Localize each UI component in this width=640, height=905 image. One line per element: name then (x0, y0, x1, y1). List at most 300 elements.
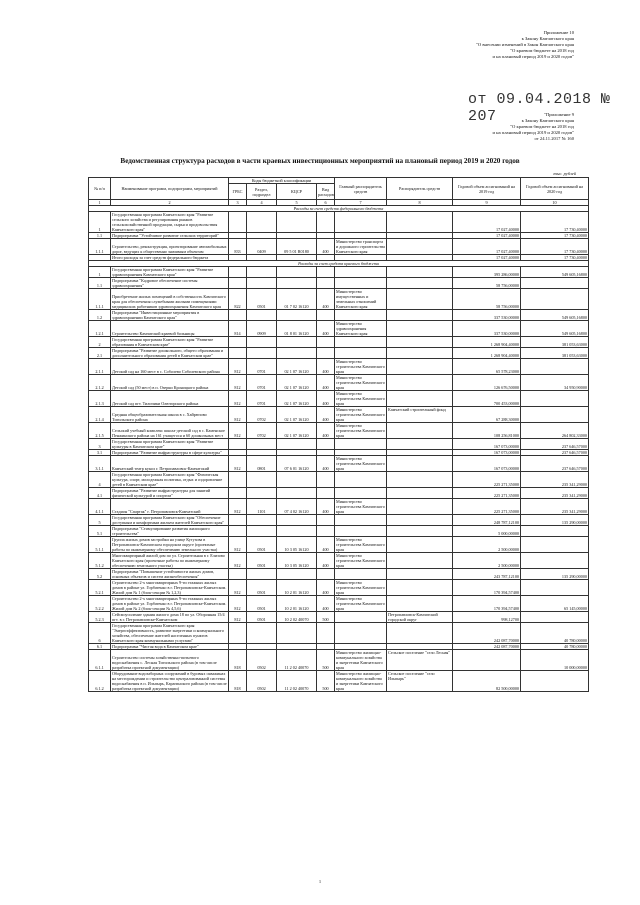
amount-2019 (453, 650, 521, 671)
row-number: 4.1 (89, 488, 111, 499)
amount-2019: 2 500,00000 (453, 553, 521, 569)
table-row (89, 278, 589, 289)
section-code (247, 267, 277, 278)
row-name: Детский сад пгт. Тиличики Олюторского района (111, 391, 229, 407)
vr-code (317, 212, 335, 233)
row-number: 2.1 (89, 348, 111, 359)
ksr-code: 02 1 07 16120 (277, 423, 317, 439)
row-number: 4 (89, 472, 111, 488)
amount-2020: 17 730,40000 (521, 255, 589, 261)
grbs-code (229, 212, 247, 233)
amount-2020: 549 605,16800 (521, 321, 589, 337)
section-code: 0702 (247, 407, 277, 423)
amount-2019: 167 073,00000 (453, 439, 521, 450)
row-number: 5.2.2 (89, 596, 111, 612)
manager: Сельское поселение "село Лесная" (387, 650, 453, 671)
table-row (89, 472, 589, 488)
row-name: Подпрограмма "Устойчивое развитие сельских территорий" (111, 233, 229, 239)
grbs-code: 833 (229, 239, 247, 255)
table-row (89, 499, 589, 515)
ksr-code: 11 2 02 40070 (277, 650, 317, 671)
row-number: 2.1.2 (89, 375, 111, 391)
amount-2020 (521, 289, 589, 310)
section-code (247, 278, 277, 289)
ksr-code: 01 7 02 16120 (277, 289, 317, 310)
table-row (89, 456, 589, 472)
amount-2019: 337 530,00000 (453, 310, 521, 321)
row-number: 2.1.1 (89, 359, 111, 375)
amount-2020: 40 780,00000 (521, 644, 589, 650)
vr-code (317, 439, 335, 450)
grbs-code (229, 278, 247, 289)
section-code: 0502 (247, 671, 277, 692)
manager (387, 278, 453, 289)
amount-2020 (521, 359, 589, 375)
table-row (89, 650, 589, 671)
column-index-cell: 8 (387, 200, 453, 206)
section-title: Расходы за счет средств краевого бюджета (89, 261, 589, 267)
main-manager (335, 515, 387, 526)
main-manager (335, 472, 387, 488)
manager: Камчатский строительный фонд (387, 407, 453, 423)
section-code: 0502 (247, 650, 277, 671)
row-number: 3.1 (89, 450, 111, 456)
grbs-code: 812 (229, 407, 247, 423)
ksr-code (277, 515, 317, 526)
row-name: Государственная программа Камчатского края "Развитие культуры в Камчатском крае" (111, 439, 229, 450)
vr-code (317, 348, 335, 359)
grbs-code (229, 526, 247, 537)
table-body (89, 206, 589, 692)
amount-2020: 10 000,00000 (521, 650, 589, 671)
manager (387, 580, 453, 596)
ksr-code (277, 278, 317, 289)
row-name: Строительство, реконструкция, проектирование автомобильных дорог, ведущих к общественно значимым объектам (111, 239, 229, 255)
main-manager: Министерство строительства Камчатского края (336, 499, 385, 514)
section-code (247, 569, 277, 580)
amount-2019: 167 073,00000 (453, 456, 521, 472)
vr-code: 400 (317, 359, 335, 375)
amount-2020 (521, 537, 589, 553)
ksr-code: 09 5 01 R0180 (277, 239, 317, 255)
main-manager (335, 267, 387, 278)
main-manager (335, 278, 387, 289)
grbs-code: 812 (229, 553, 247, 569)
appendix-header-top (476, 30, 574, 60)
vr-code: 400 (317, 553, 335, 569)
row-name: Подпрограмма "Кадровое обеспечение системы здравоохранения" (111, 278, 229, 289)
section-code: 0501 (247, 553, 277, 569)
vr-code: 400 (317, 596, 335, 612)
grbs-code (229, 623, 247, 644)
vr-code: 500 (317, 671, 335, 692)
grbs-code (229, 439, 247, 450)
column-index-cell: 4 (247, 200, 277, 206)
ksr-code (277, 488, 317, 499)
grbs-code: 812 (229, 537, 247, 553)
section-code: 0701 (247, 359, 277, 375)
manager (387, 553, 453, 569)
column-index-cell: 6 (317, 200, 335, 206)
grbs-code: 812 (229, 375, 247, 391)
ksr-code (277, 439, 317, 450)
row-name: Подпрограмма "Повышение устойчивости жилых домов, основных объектов и систем жизнеобеспечения" (111, 569, 229, 580)
row-number: 1 (89, 267, 111, 278)
amount-2019: 225 271,35000 (453, 472, 521, 488)
vr-code: 400 (317, 537, 335, 553)
table-row (89, 553, 589, 569)
amount-2020 (521, 580, 589, 596)
amount-2019: 242 087,70000 (453, 644, 521, 650)
section-code: 0501 (247, 537, 277, 553)
section-code (247, 515, 277, 526)
amount-2019: 126 676,50000 (453, 375, 521, 391)
manager (387, 526, 453, 537)
amount-2020: 135 290,00000 (521, 515, 589, 526)
main-manager: Министерство строительства Камчатского края (336, 596, 385, 611)
row-name: Строительство Камчатской краевой больницы (111, 321, 229, 337)
grbs-code: 818 (229, 650, 247, 671)
grbs-code (229, 337, 247, 348)
manager (387, 623, 453, 644)
row-number: 1.2 (89, 310, 111, 321)
table-row (89, 239, 589, 255)
vr-code (317, 569, 335, 580)
row-name: Сельский учебный комплекс школа-детский сад в с. Каменское Пенжинского района на 161 учащегося и 60 дошкольных мест (111, 423, 229, 439)
row-number: 1.1.1 (89, 239, 111, 255)
section-code (247, 526, 277, 537)
row-name: Приобретение жилых помещений в собственность Камчатского края для обеспечения служебными жилыми помещениями медицинских работников здравоохранения Камчатского края (111, 289, 229, 310)
row-number: 5.2.3 (89, 612, 111, 623)
amount-2019: 248 787,12100 (453, 515, 521, 526)
ksr-code: 01 8 01 16120 (277, 321, 317, 337)
row-name: Государственная программа Камчатского края "Обеспечение доступным и комфортным жильем жителей Камчатского края" (111, 515, 229, 526)
column-index-cell: 9 (453, 200, 521, 206)
table-row (89, 391, 589, 407)
row-name: Подпрограмма "Чистая вода в Камчатском крае" (111, 644, 229, 650)
vr-code (317, 310, 335, 321)
header-line: и на плановый период 2019 и 2020 годов" (492, 54, 574, 59)
manager (387, 359, 453, 375)
manager (387, 537, 453, 553)
main-manager: Министерство строительства Камчатского края (336, 375, 385, 390)
amount-2019: 1 268 904,40000 (453, 348, 521, 359)
row-number: 5.2.1 (89, 580, 111, 596)
table-row (89, 212, 589, 233)
main-manager (335, 569, 387, 580)
main-manager: Министерство жилищно-коммунального хозяйства и энергетики Камчатского края (335, 671, 387, 692)
amount-2020: 237 646,57000 (521, 450, 589, 456)
ksr-code: 07 4 02 16120 (277, 499, 317, 515)
section-code: 0801 (247, 456, 277, 472)
header-2019: Годовой объем ассигнований на 2019 год (453, 178, 521, 200)
stamp-text: от 09.04.2018 № 207 (468, 91, 611, 125)
vr-code (317, 515, 335, 526)
table-row (89, 407, 589, 423)
section-code: 1101 (247, 499, 277, 515)
section-code (247, 310, 277, 321)
section-code: 0501 (247, 612, 277, 623)
page-number: 1 (318, 879, 322, 884)
vr-code: 400 (317, 321, 335, 337)
header-line: "О внесении изменений в Закон Камчатского края (476, 42, 574, 47)
manager (387, 423, 453, 439)
manager (387, 488, 453, 499)
amount-2019: 395 286,00000 (453, 267, 521, 278)
row-number: 4.1.1 (89, 499, 111, 515)
header-grbs: ГРБС (229, 184, 247, 200)
table-row (89, 580, 589, 596)
manager (387, 515, 453, 526)
grbs-code: 812 (229, 391, 247, 407)
row-name: Подпрограмма "Развитие инфраструктуры для занятий физической культурой и спортом" (111, 488, 229, 499)
main-manager (335, 488, 387, 499)
amount-2019: 2 500,00000 (453, 537, 521, 553)
amount-2019: 242 087,70000 (453, 623, 521, 644)
vr-code (317, 278, 335, 289)
header-no: № п/п (89, 178, 111, 200)
row-name: Детский сад на 160 мест в с. Соболево Соболевского района (111, 359, 229, 375)
grbs-code (229, 488, 247, 499)
manager (387, 391, 453, 407)
ksr-code: 10 3 05 16120 (277, 553, 317, 569)
main-manager: Министерство строительства Камчатского края (336, 553, 385, 568)
grbs-code: 812 (229, 612, 247, 623)
manager (387, 456, 453, 472)
amount-2019: 65 578,23000 (453, 359, 521, 375)
amount-2020: 235 341,29000 (521, 499, 589, 515)
main-manager (335, 348, 387, 359)
ksr-code (277, 526, 317, 537)
row-number: 1.1 (89, 278, 111, 289)
header-line: "О краевом бюджете на 2018 год (510, 124, 574, 129)
amount-2019: 17 027,40000 (453, 255, 521, 261)
section-code: 0501 (247, 580, 277, 596)
manager (387, 267, 453, 278)
amount-2019: 58 756,00000 (453, 278, 521, 289)
amount-2019: 82 500,00000 (453, 671, 521, 692)
amount-2020: 17 730,40000 (521, 239, 589, 255)
grbs-code (229, 267, 247, 278)
vr-code: 400 (317, 391, 335, 407)
column-index-cell: 2 (111, 200, 229, 206)
row-name: Итого расходы за счет средств федерального бюджета (111, 255, 229, 261)
row-number: 3 (89, 439, 111, 450)
vr-code: 400 (317, 375, 335, 391)
table-row (89, 423, 589, 439)
row-name: Строительство системы хозяйственно-питьевого водоснабжения с. Лесная Тигильского района (в том числе разработка проектной документации) (111, 650, 229, 671)
row-name: Государственная программа Камчатского края "Энергоэффективность, развитие энергетики и коммунального хозяйства, обеспечение жителей населенных пунктов Камчатского края коммунальными услугами" (111, 623, 229, 644)
row-name: Государственная программа Камчатского края "Развитие здравоохранения Камчатского края" (111, 267, 229, 278)
section-code: 0701 (247, 375, 277, 391)
table-row (89, 623, 589, 644)
amount-2019: 167 073,00000 (453, 450, 521, 456)
main-manager: Министерство имущественных и земельных отношений Камчатского края (335, 289, 387, 310)
amount-2020: 65 145,00000 (521, 596, 589, 612)
grbs-code (229, 515, 247, 526)
vr-code: 400 (317, 239, 335, 255)
row-number: 5.1.2 (89, 553, 111, 569)
main-manager: Министерство строительства Камчатского края (336, 580, 385, 595)
section-code: 0909 (247, 321, 277, 337)
amount-2020 (521, 553, 589, 569)
main-manager: Министерство жилищно-коммунального хозяйства и энергетики Камчатского края (335, 650, 387, 671)
section-code (247, 623, 277, 644)
manager: Сельское поселение "село Ильпырь" (387, 671, 453, 692)
table-row (89, 337, 589, 348)
row-number: 1.1 (89, 233, 111, 239)
row-number: 5.1.1 (89, 537, 111, 553)
vr-code (317, 472, 335, 488)
row-name: Детский сад (50 мест) в п. Озерки Кроноцкого района (111, 375, 229, 391)
row-number: 6 (89, 623, 111, 644)
vr-code (317, 623, 335, 644)
row-number: 5.1 (89, 526, 111, 537)
grbs-code: 822 (229, 289, 247, 310)
main-manager: Министерство транспорта и дорожного строительства Камчатского края (336, 239, 385, 254)
amount-2019: 700 453,00000 (453, 391, 521, 407)
grbs-code (229, 569, 247, 580)
table-row (89, 526, 589, 537)
row-number: 1 (89, 212, 111, 233)
ksr-code: 10 2 01 16120 (277, 596, 317, 612)
grbs-code (229, 472, 247, 488)
vr-code (317, 267, 335, 278)
header-line: и на плановый период 2019 и 2020 годов" (492, 130, 574, 135)
amount-2019: 67 288,30000 (453, 407, 521, 423)
row-name: Государственная программа Камчатского края "Развитие образования в Камчатском крае" (111, 337, 229, 348)
row-name: Оборудование водозаборных сооружений в буровых скважинах на месторождении и строительство централизованной системы водоснабжения в п. Ильпырь, Карагинского района (в том числе разработка проектной документации) (112, 671, 227, 691)
grbs-code: 812 (229, 359, 247, 375)
ksr-code (277, 569, 317, 580)
amount-2019: 170 394,57400 (453, 596, 521, 612)
grbs-code: 812 (229, 423, 247, 439)
row-number: 6.1.2 (89, 671, 111, 692)
amount-2020: 237 646,57000 (521, 439, 589, 450)
row-name: Государственная программа Камчатского края "Физическая культура, спорт, молодежная политика, отдых и оздоровление детей в Камчатском крае" (111, 472, 229, 488)
grbs-code: 814 (229, 321, 247, 337)
amount-2019: 58 756,00000 (453, 289, 521, 310)
row-name: Строительство 2-х многоквартирных 9-ти этажных жилых домов в районе ул. Горбатенко в г. Петропавловске-Камчатском. Жилой дом № 1 (блок-секции № 1,2,3) (111, 580, 229, 596)
amount-2020: 235 341,29000 (521, 472, 589, 488)
ksr-code (277, 267, 317, 278)
amount-2019: 243 787,12100 (453, 569, 521, 580)
vr-code: 400 (317, 289, 335, 310)
row-name: Подпрограмма "Развитие дошкольного, общего образования и дополнительного образования детей в Камчатском крае" (111, 348, 229, 359)
manager (387, 596, 453, 612)
manager (387, 375, 453, 391)
document-title: Ведомственная структура расходов в части краевых инвестиционных мероприятий на плановый период 2019 и 2020 годов (120, 157, 520, 165)
amount-2020 (521, 612, 589, 623)
table-row (89, 267, 589, 278)
amount-2019: 17 027,40000 (453, 239, 521, 255)
table-row (89, 537, 589, 553)
row-name: Группа жилых домов застройки на улице Кутузова в Петропавловск-Камчатском городском округе (проектные работы по инженерному обеспечению земельного участка) (111, 537, 229, 553)
column-index-cell: 7 (335, 200, 387, 206)
row-name: Подпрограмма "Развитие инфраструктуры в сфере культуры" (111, 450, 229, 456)
amount-2019: 998,12700 (453, 612, 521, 623)
header-ksr: КЦСР (277, 184, 317, 200)
row-number: 5.2 (89, 569, 111, 580)
ksr-code (277, 212, 317, 233)
manager (387, 212, 453, 233)
amount-2019: 225 271,35000 (453, 499, 521, 515)
main-manager (335, 439, 387, 450)
header-section: Раздел, подраздел (247, 184, 277, 200)
manager (387, 239, 453, 255)
main-manager: Министерство здравоохранения Камчатского края (335, 321, 387, 337)
row-name: Стадион "Спартак" г. Петропавловск-Камчатский (111, 499, 229, 515)
table-row (89, 569, 589, 580)
manager (387, 310, 453, 321)
header-line: к Закону Камчатского края (521, 36, 574, 41)
amount-2020 (521, 526, 589, 537)
main-manager: Министерство строительства Камчатского края (336, 456, 385, 471)
ksr-code: 02 1 07 16120 (277, 391, 317, 407)
main-manager: Министерство строительства Камчатского края (336, 359, 385, 374)
amount-2020: 237 646,57000 (521, 456, 589, 472)
main-manager (335, 612, 387, 623)
grbs-code: 812 (229, 596, 247, 612)
section-code (247, 212, 277, 233)
main-manager (335, 526, 387, 537)
ksr-code (277, 310, 317, 321)
ksr-code (277, 348, 317, 359)
vr-code: 400 (317, 423, 335, 439)
header-line: "Приложение 9 (544, 112, 574, 117)
amount-2019: 225 271,35000 (453, 488, 521, 499)
main-manager (335, 310, 387, 321)
table-row (89, 348, 589, 359)
vr-code: 500 (317, 650, 335, 671)
section-code: 0501 (247, 596, 277, 612)
table-row (89, 671, 589, 692)
vr-code: 400 (317, 456, 335, 472)
amount-2020 (521, 407, 589, 423)
row-name: Камчатский театр кукол г. Петропавловск-Камчатский (111, 456, 229, 472)
amount-2019: 17 027,40000 (453, 233, 521, 239)
row-name: Сейсмоусиление здания жилого дома 18 по ул. Оборонная 15/4 пгт. в г. Петропавловске-Камчатском (111, 612, 229, 623)
main-manager (335, 623, 387, 644)
row-name: Подпрограмма "Инвестиционные мероприятия в здравоохранении Камчатского края" (111, 310, 229, 321)
section-code: 0701 (247, 391, 277, 407)
main-manager: Министерство строительства Камчатского края (336, 537, 385, 552)
ksr-code: 02 1 07 16120 (277, 375, 317, 391)
ksr-code: 02 1 07 16120 (277, 407, 317, 423)
main-manager: Министерство строительства Камчатского края (336, 407, 385, 422)
ksr-code: 10 3 05 16120 (277, 537, 317, 553)
table-row (89, 289, 589, 310)
main-manager: Министерство строительства Камчатского края (336, 391, 385, 406)
ksr-code (277, 472, 317, 488)
row-name: Строительство 2-х многоквартирных 9-ти этажных жилых домов в районе ул. Горбатенко в г. Петропавловске-Камчатском. Жилой дом № 2 (блок-секции № 4,5,6) (111, 596, 229, 612)
amount-2020: 235 341,29000 (521, 488, 589, 499)
manager: Петропавловск-Камчатский городской округ (387, 612, 453, 623)
amount-2020: 34 950,90000 (521, 375, 589, 391)
row-name: Средняя общеобразовательная школа в с. Хайрюзово Тигильского района (111, 407, 229, 423)
amount-2020 (521, 671, 589, 692)
vr-code: 400 (317, 499, 335, 515)
table-row (89, 310, 589, 321)
table-row (89, 439, 589, 450)
row-number: 6.1 (89, 644, 111, 650)
manager (387, 569, 453, 580)
appendix-header-bottom (493, 112, 574, 142)
manager (387, 499, 453, 515)
table-row (89, 359, 589, 375)
header-main-manager: Главный распорядитель средств (335, 178, 387, 200)
header-line: Приложение 10 (543, 30, 574, 35)
